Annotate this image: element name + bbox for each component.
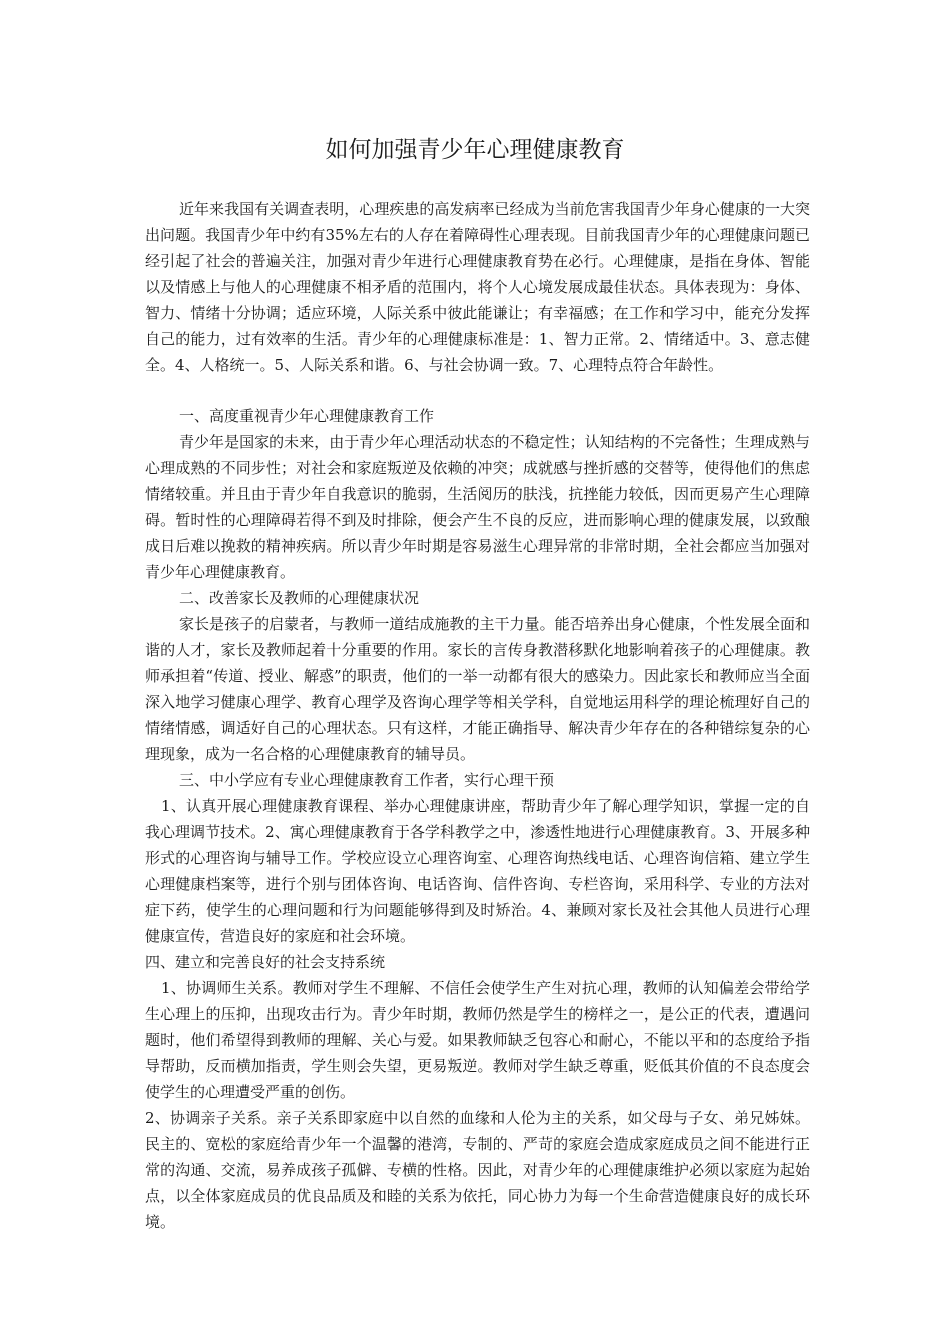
- intro-paragraph: 近年来我国有关调查表明，心理疾患的高发病率已经成为当前危害我国青少年身心健康的一大突出问题。我国青少年中约有35%左右的人存在着障碍性心理表现。目前我国青少年的心理健康问题已经引起了社会的普遍关注，加强对青少年进行心理健康教育势在必行。心理健康，是指在身体、智能以及情感上与他人的心理健康不相矛盾的范围内，将个人心境发展成最佳状态。具体表现为：身体、智力、情绪十分协调；适应环境，人际关系中彼此能谦让；有幸福感；在工作和学习中，能充分发挥自己的能力，过有效率的生活。青少年的心理健康标准是：1、智力正常。2、情绪适中。3、意志健全。4、人格统一。5、人际关系和谐。6、与社会协调一致。7、心理特点符合年龄性。: [145, 200, 810, 374]
- section-heading-1: 一、高度重视青少年心理健康教育工作: [179, 407, 435, 425]
- section-1-paragraph: 青少年是国家的未来，由于青少年心理活动状态的不稳定性；认知结构的不完备性；生理成熟与心理成熟的不同步性；对社会和家庭叛逆及依赖的冲突；成就感与挫折感的交替等，使得他们的焦虑情绪较重。并且由于青少年自我意识的脆弱，生活阅历的肤浅，抗挫能力较低，因而更易产生心理障碍。暂时性的心理障碍若得不到及时排除，便会产生不良的反应，进而影响心理的健康发展，以致酿成日后难以挽救的精神疾病。所以青少年时期是容易滋生心理异常的非常时期，全社会都应当加强对青少年心理健康教育。: [145, 433, 810, 581]
- section-heading-2: 二、改善家长及教师的心理健康状况: [179, 589, 420, 607]
- section-3-paragraph: 1、认真开展心理健康教育课程、举办心理健康讲座，帮助青少年了解心理学知识，掌握一定的自我心理调节技术。2、寓心理健康教育于各学科教学之中，渗透性地进行心理健康教育。3、开展多种形式的心理咨询与辅导工作。学校应设立心理咨询室、心理咨询热线电话、心理咨询信箱、建立学生心理健康档案等，进行个别与团体咨询、电话咨询、信件咨询、专栏咨询，采用科学、专业的方法对症下药，使学生的心理问题和行为问题能够得到及时矫治。4、兼顾对家长及社会其他人员进行心理健康宣传，营造良好的家庭和社会环境。: [145, 797, 810, 945]
- section-2-paragraph: 家长是孩子的启蒙者，与教师一道结成施教的主干力量。能否培养出身心健康，个性发展全面和谐的人才，家长及教师起着十分重要的作用。家长的言传身教潜移默化地影响着孩子的心理健康。教师承担着“传道、授业、解惑”的职责，他们的一举一动都有很大的感染力。因此家长和教师应当全面深入地学习健康心理学、教育心理学及咨询心理学等相关学科，自觉地运用科学的理论梳理好自己的情绪情感，调适好自己的心理状态。只有这样，才能正确指导、解决青少年存在的各种错综复杂的心理现象，成为一名合格的心理健康教育的辅导员。: [145, 615, 810, 763]
- section-4-item-2: 2、协调亲子关系。亲子关系即家庭中以自然的血缘和人伦为主的关系，如父母与子女、弟兄姊妹。民主的、宽松的家庭给青少年一个温馨的港湾，专制的、严苛的家庭会造成家庭成员之间不能进行正常的沟通、交流，易养成孩子孤僻、专横的性格。因此，对青少年的心理健康维护必须以家庭为起始点，以全体家庭成员的优良品质及和睦的关系为依托，同心协力为每一个生命营造健康良好的成长环境。: [145, 1109, 810, 1231]
- document-body: [145, 196, 810, 1235]
- document-title: 如何加强青少年心理健康教育: [325, 137, 625, 163]
- section-heading-3: 三、中小学应有专业心理健康教育工作者，实行心理干预: [179, 771, 555, 789]
- paragraph-spacer: [145, 378, 810, 403]
- section-heading-4: 四、建立和完善良好的社会支持系统: [145, 953, 386, 971]
- section-4-item-1: 1、协调师生关系。教师对学生不理解、不信任会使学生产生对抗心理，教师的认知偏差会带给学生心理上的压抑，出现攻击行为。青少年时期，教师仍然是学生的榜样之一，是公正的代表，遭遇问题时，他们希望得到教师的理解、关心与爱。如果教师缺乏包容心和耐心，不能以平和的态度给予指导帮助，反而横加指责，学生则会失望，更易叛逆。教师对学生缺乏尊重，贬低其价值的不良态度会使学生的心理遭受严重的创伤。: [145, 979, 810, 1101]
